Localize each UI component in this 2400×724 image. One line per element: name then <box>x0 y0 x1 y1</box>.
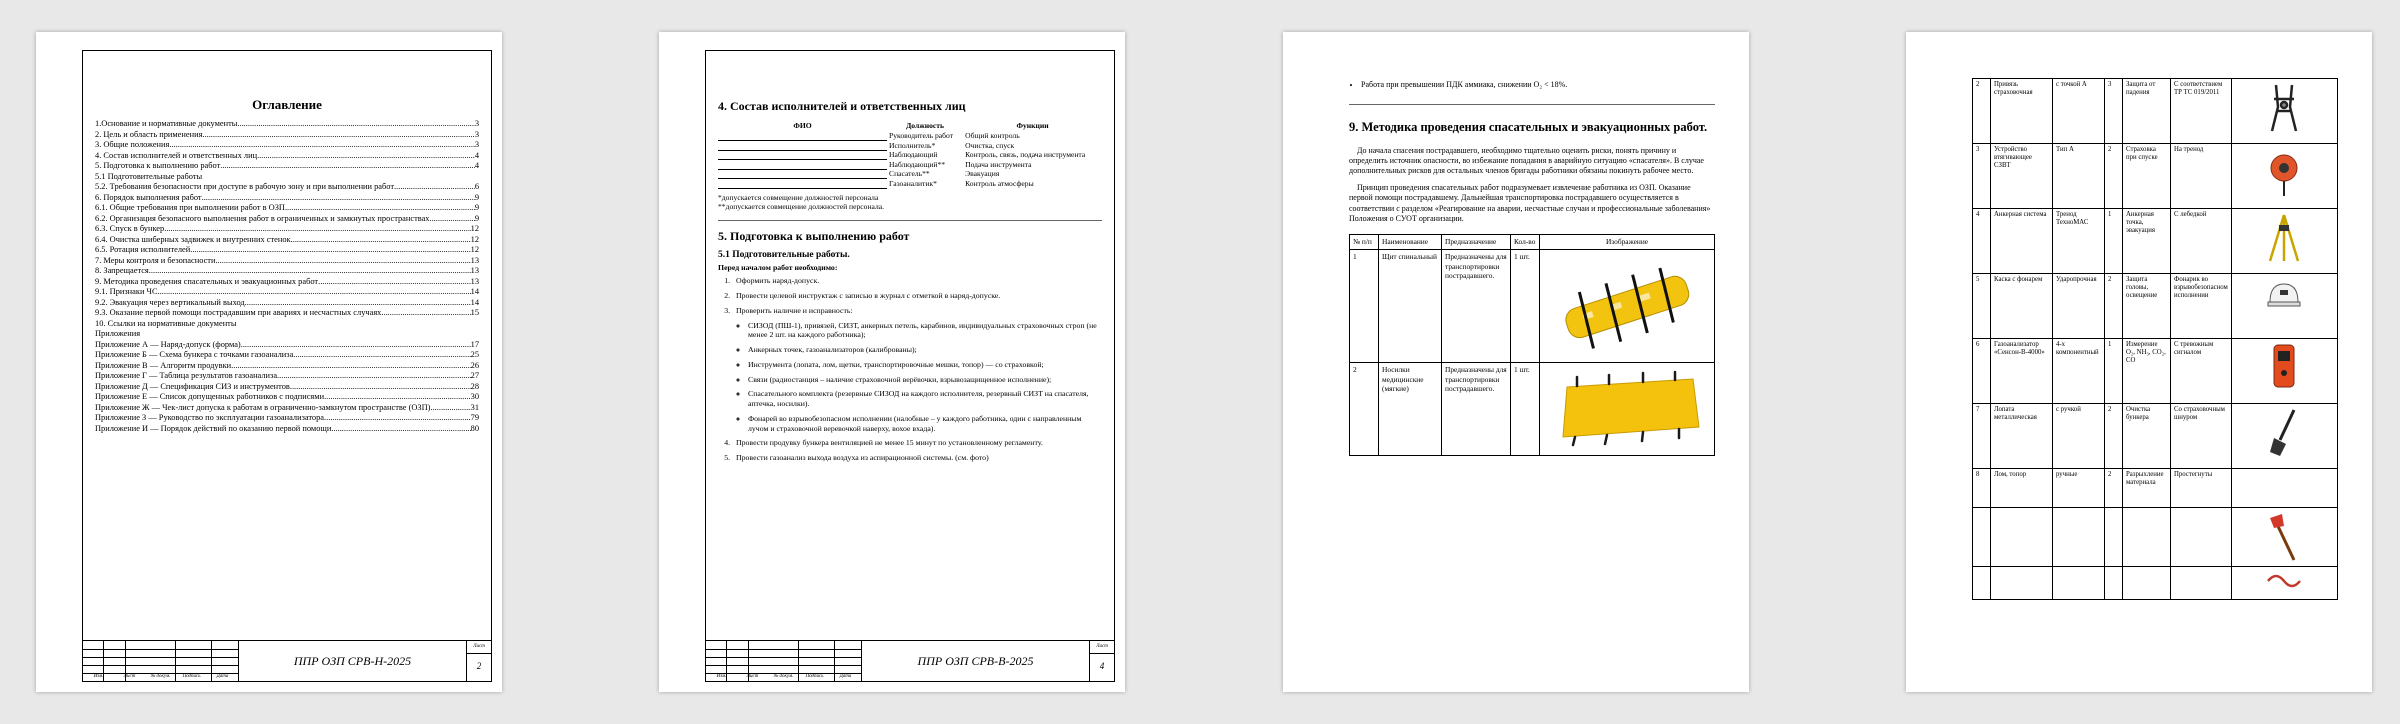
cell-qty: 3 <box>2105 79 2123 144</box>
harness-icon <box>2264 81 2304 135</box>
cell-number: 8 <box>1973 469 1991 508</box>
cell-name: Щит спинальный <box>1379 250 1442 363</box>
toc-page-number: 12 <box>470 234 479 244</box>
table-row <box>1973 79 2338 144</box>
page-3 <box>1283 32 1749 692</box>
empty-cell <box>2123 508 2171 567</box>
cell-type: ручные <box>2053 469 2105 508</box>
toc-item-text: 6.4. Очистка шиберных задвижек и внутренних стенок <box>95 234 291 244</box>
toc-item[interactable] <box>95 151 479 162</box>
check-item: ◦ СИЗОД (ПШ-1), привязей, СИЗТ, анкерных петель, карабинов, индивидуальных страховочных строп (не менее 2 шт. на каждого работника); <box>748 321 1102 340</box>
note-1: *допускается совмещение должностей персонала <box>718 192 879 202</box>
page-4 <box>1906 32 2372 692</box>
cell-function: Эвакуация <box>965 169 1000 179</box>
toc-dots <box>241 340 471 351</box>
toc-item-text: Приложение Д — Спецификация СИЗ и инструментов <box>95 381 290 391</box>
note-2: **допускается совмещение должностей персонала. <box>718 202 885 212</box>
rescue-equipment-table <box>1349 234 1715 456</box>
toc-item-text: 4. Состав исполнителей и ответственных лиц <box>95 150 258 160</box>
cell-image <box>2231 404 2337 469</box>
cell-name: Привязь страховочная <box>1991 79 2053 144</box>
toc-dots <box>293 350 470 361</box>
drawing-frame <box>82 50 492 682</box>
cell-name: Лопата металлическая <box>1991 404 2053 469</box>
sheet-label: Лист <box>1090 641 1114 654</box>
fio-line[interactable] <box>718 169 887 178</box>
step-5: 5. Провести газоанализ выхода воздуха из аспирационной системы. (см. фото) <box>732 453 1102 463</box>
toc-page-number: 28 <box>470 381 479 391</box>
toc-item[interactable] <box>95 182 479 193</box>
divider <box>1349 104 1715 105</box>
cell-function: Контроль атмосферы <box>965 178 1034 188</box>
title-block-head: Подпись <box>805 674 824 679</box>
toc-item-text: 6.2. Организация безопасного выполнения работ в ограниченных и замкнутых пространствах <box>95 213 430 223</box>
toc-page-number: 13 <box>470 276 479 286</box>
cell-function: Контроль, связь, подача инструмента <box>965 150 1086 160</box>
cell-purpose: Защита головы, освещение <box>2123 274 2171 339</box>
toc-item-text: 2. Цель и область применения <box>95 129 203 139</box>
cell-number: 2 <box>1350 363 1379 456</box>
cell-note: На тренод <box>2171 144 2232 209</box>
toc-item[interactable] <box>95 298 479 309</box>
toc-dots <box>169 140 474 151</box>
fio-line[interactable] <box>718 141 887 150</box>
bullet-item: • Работа при превышении ПДК аммиака, снижении O₂ < 18%. <box>1361 80 1715 90</box>
table-row <box>1973 144 2338 209</box>
toc-dots <box>290 382 471 393</box>
toc-item[interactable] <box>95 245 479 256</box>
toc-item[interactable] <box>95 371 479 382</box>
helmet-icon <box>2264 276 2304 316</box>
cell-role: Руководитель работ <box>889 131 954 141</box>
cell-purpose: Анкерная точка, эвакуация <box>2123 209 2171 274</box>
toc-item-text: 9.1. Признаки ЧС <box>95 287 158 297</box>
toc-item-text: 7. Меры контроля и безопасности <box>95 255 216 265</box>
step-3-text: Проверить наличие и исправность: <box>736 305 853 315</box>
toc-item[interactable] <box>95 172 479 183</box>
toc-page-number: 27 <box>470 371 479 381</box>
toc-page-number: 4 <box>474 161 479 171</box>
table-row <box>1350 363 1715 456</box>
toc-page-number: 9 <box>474 192 479 202</box>
toc-dots <box>430 403 470 414</box>
table-row <box>1973 339 2338 404</box>
toc-item-text: 5.1 Подготовительные работы <box>95 171 203 181</box>
cell-purpose: Страховка при спуске <box>2123 144 2171 209</box>
fio-line[interactable] <box>718 150 887 159</box>
empty-cell <box>1973 567 1991 600</box>
cell-qty: 1 шт. <box>1511 363 1540 456</box>
check-item: ◦ Инструмента (лопата, лом, щетки, транспортировочные мешки, топор) — со страховкой; <box>748 360 1102 370</box>
step-1: 1. Оформить наряд-допуск. <box>732 276 1102 286</box>
cell-image <box>2231 209 2337 274</box>
cell-type: Тренод ТехноМАС <box>2053 209 2105 274</box>
toc-item[interactable] <box>95 424 479 435</box>
col-position: Должность <box>906 121 945 130</box>
empty-cell <box>1973 508 1991 567</box>
rope-icon <box>2264 569 2304 593</box>
col-purpose: Предназначение <box>1442 235 1511 250</box>
cell-note: Фонарик во взрывобезопасном исполнении <box>2171 274 2232 339</box>
table-row <box>1973 508 2338 567</box>
title-block-head: Дата <box>216 674 229 679</box>
toc-dots <box>318 277 471 288</box>
cell-role: Наблюдающий <box>889 150 938 160</box>
table-row <box>718 160 1102 169</box>
cell-qty: 2 <box>2105 469 2123 508</box>
cell-function: Общий контроль <box>965 131 1020 141</box>
toc-page-number: 80 <box>470 423 479 433</box>
toc-item-text: Приложение И — Порядок действий по оказанию первой помощи <box>95 423 332 433</box>
cell-type: 4-х компонентный <box>2053 339 2105 404</box>
toc-list <box>95 119 479 434</box>
toc-item[interactable] <box>95 287 479 298</box>
cell-name: Анкерная система <box>1991 209 2053 274</box>
toc-dots <box>331 424 470 435</box>
check-item: ◦ Связи (радиостанция – наличие страховочной верёвочки, взрывозащищенное исполнение); <box>748 375 1102 385</box>
toc-page-number: 3 <box>474 129 479 139</box>
empty-cell <box>1991 508 2053 567</box>
toc-item[interactable] <box>95 413 479 424</box>
toc-dots <box>394 182 475 193</box>
title-block-head: Изм. <box>716 674 727 679</box>
toc-item[interactable] <box>95 403 479 414</box>
toc-item[interactable] <box>95 193 479 204</box>
toc-dots <box>149 266 471 277</box>
cell-number: 7 <box>1973 404 1991 469</box>
table-row <box>1350 250 1715 363</box>
table-row <box>718 169 1102 178</box>
fio-line[interactable] <box>718 160 887 169</box>
step-2: 2. Провести целевой инструктаж с записью в журнал с отметкой в наряд-допуске. <box>732 291 1102 301</box>
toc-item[interactable] <box>95 329 479 340</box>
toc-dots <box>324 392 471 403</box>
toc-page-number: 31 <box>470 402 479 412</box>
toc-item[interactable] <box>95 361 479 372</box>
toc-item-text: 10. Ссылки на нормативные документы <box>95 318 237 328</box>
table-row <box>1973 209 2338 274</box>
toc-item-text: 9.3. Оказание первой помощи пострадавшим при авариях и несчастных случаях <box>95 308 382 318</box>
cell-image <box>1540 363 1715 456</box>
cell-note: С лебедкой <box>2171 209 2232 274</box>
page-number: 2 <box>476 661 482 671</box>
toc-dots <box>381 308 470 319</box>
cell-image <box>2231 567 2337 600</box>
divider <box>718 220 1102 221</box>
toc-dots <box>158 287 471 298</box>
shovel-icon <box>2266 406 2302 460</box>
cell-name: Газоанализатор «Сенсон-В-4000» <box>1991 339 2053 404</box>
cell-note: Простегнуты <box>2171 469 2232 508</box>
toc-item-text: Приложение Г — Таблица результатов газоанализа <box>95 371 278 381</box>
retractable-device-icon <box>2266 146 2302 200</box>
empty-cell <box>2123 567 2171 600</box>
empty-cell <box>2105 567 2123 600</box>
table-row <box>718 131 1102 140</box>
toc-dots <box>257 151 475 162</box>
step-4: 4. Провести продувку бункера вентиляцией не менее 15 минут по установленному регламенту. <box>732 438 1102 448</box>
toc-page-number: 9 <box>474 213 479 223</box>
title-block <box>83 640 491 681</box>
toc-item[interactable] <box>95 224 479 235</box>
section-5-title: 5. Подготовка к выполнению работ <box>718 228 910 243</box>
toc-item-text: 3. Общие положения <box>95 140 170 150</box>
cell-name: Носилки медицинские (мягкие) <box>1379 363 1442 456</box>
tripod-icon <box>2266 211 2302 265</box>
table-row <box>718 141 1102 150</box>
toc-heading: Оглавление <box>252 97 322 112</box>
title-block-head: № докум. <box>150 674 171 679</box>
toc-dots <box>215 256 470 267</box>
cell-image <box>2231 469 2337 508</box>
toc-item-text: Приложение В — Алгоритм продувки <box>95 360 232 370</box>
document-code: ППР ОЗП СРВ-В-2025 <box>917 653 1034 668</box>
toc-item[interactable] <box>95 266 479 277</box>
col-fio: ФИО <box>793 121 812 130</box>
cell-note: С соответствием ТР ТС 019/2011 <box>2171 79 2232 144</box>
toc-dots <box>202 130 474 141</box>
table-row <box>1973 274 2338 339</box>
toc-item-text: 5. Подготовка к выполнению работ <box>95 161 221 171</box>
toc-page-number: 13 <box>470 255 479 265</box>
empty-cell <box>2053 508 2105 567</box>
check-item: ◦ Спасательного комплекта (резервные СИЗОД на каждого исполнителя, резервный СИЗТ на спасателя, аптечка, носилки). <box>748 389 1102 408</box>
page-number: 4 <box>1099 661 1105 671</box>
check-item: ◦ Фонарей во взрывобезопасном исполнении (налобные – у каждого работника, один с направленным лучом и страховочной веревочкой наверху, вохое вхада). <box>748 414 1102 433</box>
cell-type: с ручкой <box>2053 404 2105 469</box>
cell-image <box>2231 274 2337 339</box>
toc-item-text: 6. Порядок выполнения работ <box>95 192 202 202</box>
toc-page-number: 12 <box>470 224 479 234</box>
empty-cell <box>2105 508 2123 567</box>
cell-qty: 1 <box>2105 339 2123 404</box>
toc-page-number: 4 <box>474 150 479 160</box>
cell-type: Тип А <box>2053 144 2105 209</box>
soft-stretcher-image <box>1547 369 1707 449</box>
cell-number: 6 <box>1973 339 1991 404</box>
personnel-table <box>718 120 1102 189</box>
cell-qty: 1 <box>2105 209 2123 274</box>
toc-dots <box>220 161 475 172</box>
lead-text: Перед началом работ необходимо: <box>718 262 838 272</box>
cell-number: 5 <box>1973 274 1991 339</box>
toc-item-text: Приложение А — Наряд-допуск (форма) <box>95 339 241 349</box>
cell-type: с точкой А <box>2053 79 2105 144</box>
cell-name: Лом, топор <box>1991 469 2053 508</box>
cell-purpose: Измерение O₂, NH₃, CO₂, CO <box>2123 339 2171 404</box>
toc-item-text: Приложение Ж — Чек-лист допуска к работам в ограниченно-замкнутом пространстве (ОЗП) <box>95 402 431 412</box>
section-4-title: 4. Состав исполнителей и ответственных лиц <box>718 99 966 113</box>
empty-cell <box>1991 567 2053 600</box>
toc-item[interactable] <box>95 256 479 267</box>
toc-page-number: 3 <box>474 140 479 150</box>
cell-note: Со страховочным шнуром <box>2171 404 2232 469</box>
toc-page-number: 14 <box>470 287 479 297</box>
cell-image <box>2231 144 2337 209</box>
cell-role: Исполнитель* <box>889 140 936 150</box>
cell-function: Подача инструмента <box>965 159 1032 169</box>
toc-item-text: 9.2. Эвакуация через вертикальный выход <box>95 297 245 307</box>
cell-role: Газоаналитик* <box>889 178 937 188</box>
table-row <box>718 179 1102 188</box>
col-image: Изображение <box>1540 235 1715 250</box>
paragraph-1: До начала спасения пострадавшего, необходимо тщательно оценить риски, понять причину и определить источник опасности, во избежание попадания в аварийную ситуацию «спасателя». В случае дополнительных рисков для остальных членов бригады работники обязаны покинуть рабочее место. <box>1349 145 1704 176</box>
toc-dots <box>291 235 471 246</box>
cell-purpose: Защита от падения <box>2123 79 2171 144</box>
toc-item[interactable] <box>95 140 479 151</box>
toc-item[interactable] <box>95 392 479 403</box>
toc-item-text: Приложение Б — Схема бункера с точками газоанализа <box>95 350 294 360</box>
cell-note: С тревожным сигналом <box>2171 339 2232 404</box>
cell-qty: 2 <box>2105 274 2123 339</box>
title-block <box>706 640 1114 681</box>
toc-dots <box>237 119 474 130</box>
cell-number: 4 <box>1973 209 1991 274</box>
cell-number: 3 <box>1973 144 1991 209</box>
toc-dots <box>285 203 475 214</box>
toc-item[interactable] <box>95 130 479 141</box>
toc-page-number: 12 <box>470 245 479 255</box>
cell-qty: 2 <box>2105 404 2123 469</box>
toc-page-number: 15 <box>470 308 479 318</box>
col-functions: Функции <box>1016 121 1049 130</box>
toc-page-number: 25 <box>470 350 479 360</box>
paragraph-2: Принцип проведения спасательных работ подразумевает извлечение работника из ОЗП. Оказание первой помощи пострадавшему. Дальнейшая транспортировка пострадавшего осуществляется в соответствии с разделом «Реагирование на аварии, несчастные случаи и профессиональные заболевания» Положения о СУОТ организации. <box>1349 182 1711 223</box>
toc-page-number: 26 <box>470 360 479 370</box>
page-2 <box>659 32 1125 692</box>
cell-number: 1 <box>1350 250 1379 363</box>
cell-name: Устройство втягивающее СЗВТ <box>1991 144 2053 209</box>
cell-role: Наблюдающий** <box>889 159 946 169</box>
cell-function: Очистка, спуск <box>965 140 1015 150</box>
empty-cell <box>2053 567 2105 600</box>
toc-item-text: Приложение Е — Список допущенных работников с подписями <box>95 392 325 402</box>
toc-item[interactable] <box>95 235 479 246</box>
toc-item[interactable] <box>95 214 479 225</box>
toc-page-number: 30 <box>470 392 479 402</box>
toc-item-text: 8. Запрещается <box>95 266 149 276</box>
cell-qty: 2 <box>2105 144 2123 209</box>
spinal-board-image <box>1552 256 1702 356</box>
col-number: № п/п <box>1350 235 1379 250</box>
page-1 <box>36 32 502 692</box>
toc-item[interactable] <box>95 161 479 172</box>
table-row <box>1973 469 2338 508</box>
toc-page-number: 17 <box>470 339 479 349</box>
document-code: ППР ОЗП СРВ-Н-2025 <box>293 653 412 668</box>
toc-dots <box>429 214 474 225</box>
toc-item[interactable] <box>95 277 479 288</box>
cell-image <box>1540 250 1715 363</box>
toc-page-number: 13 <box>470 266 479 276</box>
section-9-title: 9. Методика проведения спасательных и эвакуационных работ. <box>1349 120 1708 135</box>
cell-purpose: Разрыхление материала <box>2123 469 2171 508</box>
toc-item-text: 1.Основание и нормативные документы <box>95 119 238 129</box>
toc-item-text: 6.5. Ротация исполнителей <box>95 245 191 255</box>
check-list <box>748 321 1102 434</box>
sheet-label: Лист <box>467 641 491 654</box>
cell-image <box>2231 508 2337 567</box>
toc-item-text: 9. Методика проведения спасательных и эвакуационных работ <box>95 276 319 286</box>
empty-cell <box>2171 567 2232 600</box>
toc-item-text: Приложения <box>95 329 141 339</box>
col-qty: Кол-во <box>1511 235 1540 250</box>
cell-purpose: Очистка бункера <box>2123 404 2171 469</box>
cell-name: Каска с фонарем <box>1991 274 2053 339</box>
cell-image <box>2231 79 2337 144</box>
toc-dots <box>245 298 471 309</box>
fio-line[interactable] <box>718 131 887 140</box>
title-block-head: Дата <box>839 674 852 679</box>
title-block-head: Подпись <box>182 674 201 679</box>
check-item: ◦ Анкерных точек, газоанализаторов (калиброваны); <box>748 345 1102 355</box>
cell-role: Спасатель** <box>889 169 930 179</box>
toc-dots <box>190 245 470 256</box>
title-block-head: № докум. <box>773 674 794 679</box>
toc-item[interactable] <box>95 350 479 361</box>
toc-item-text: 6.3. Спуск в бункер <box>95 224 165 234</box>
toc-item-text: 6.1. Общие требования при выполнении работ в ОЗП <box>95 203 285 213</box>
toc-item[interactable] <box>95 319 479 330</box>
cell-type: Ударопрочная <box>2053 274 2105 339</box>
title-block-head: Лист <box>123 674 136 679</box>
cell-qty: 1 шт. <box>1511 250 1540 363</box>
section-5-1-title: 5.1 Подготовительные работы. <box>718 249 850 260</box>
gas-detector-icon <box>2268 341 2300 391</box>
toc-item[interactable] <box>95 308 479 319</box>
table-row <box>718 150 1102 159</box>
col-name: Наименование <box>1379 235 1442 250</box>
axe-icon <box>2266 510 2302 564</box>
empty-cell <box>2171 508 2232 567</box>
toc-page-number: 6 <box>474 182 479 192</box>
toc-page-number: 9 <box>474 203 479 213</box>
drawing-frame <box>705 50 1115 682</box>
title-block-head: Изм. <box>93 674 104 679</box>
toc-item-text: Приложение З — Руководство по эксплуатации газоанализатора <box>95 413 325 423</box>
toc-page-number: 79 <box>470 413 479 423</box>
cell-purpose: Предназначены для транспортировки пострадавшего. <box>1442 250 1511 363</box>
toc-page-number: 14 <box>470 297 479 307</box>
steps-list <box>732 276 1102 462</box>
toc-item[interactable] <box>95 382 479 393</box>
toc-page-number: 3 <box>474 119 479 129</box>
cell-purpose: Предназначены для транспортировки пострадавшего. <box>1442 363 1511 456</box>
toc-item[interactable] <box>95 340 479 351</box>
ppe-table <box>1972 78 2338 600</box>
toc-dots <box>324 413 471 424</box>
step-3 <box>732 306 1102 433</box>
toc-item[interactable] <box>95 119 479 130</box>
cell-image <box>2231 339 2337 404</box>
title-block-head: Лист <box>746 674 759 679</box>
toc-dots <box>202 193 475 204</box>
toc-item[interactable] <box>95 203 479 214</box>
toc-dots <box>231 361 470 372</box>
toc-item-text: 5.2. Требования безопасности при доступе в рабочую зону и при выполнении работ <box>95 182 395 192</box>
toc-dots <box>164 224 470 235</box>
fio-line[interactable] <box>718 179 887 188</box>
cell-number: 2 <box>1973 79 1991 144</box>
toc-dots <box>277 371 471 382</box>
table-row <box>1973 404 2338 469</box>
table-row <box>1973 567 2338 600</box>
